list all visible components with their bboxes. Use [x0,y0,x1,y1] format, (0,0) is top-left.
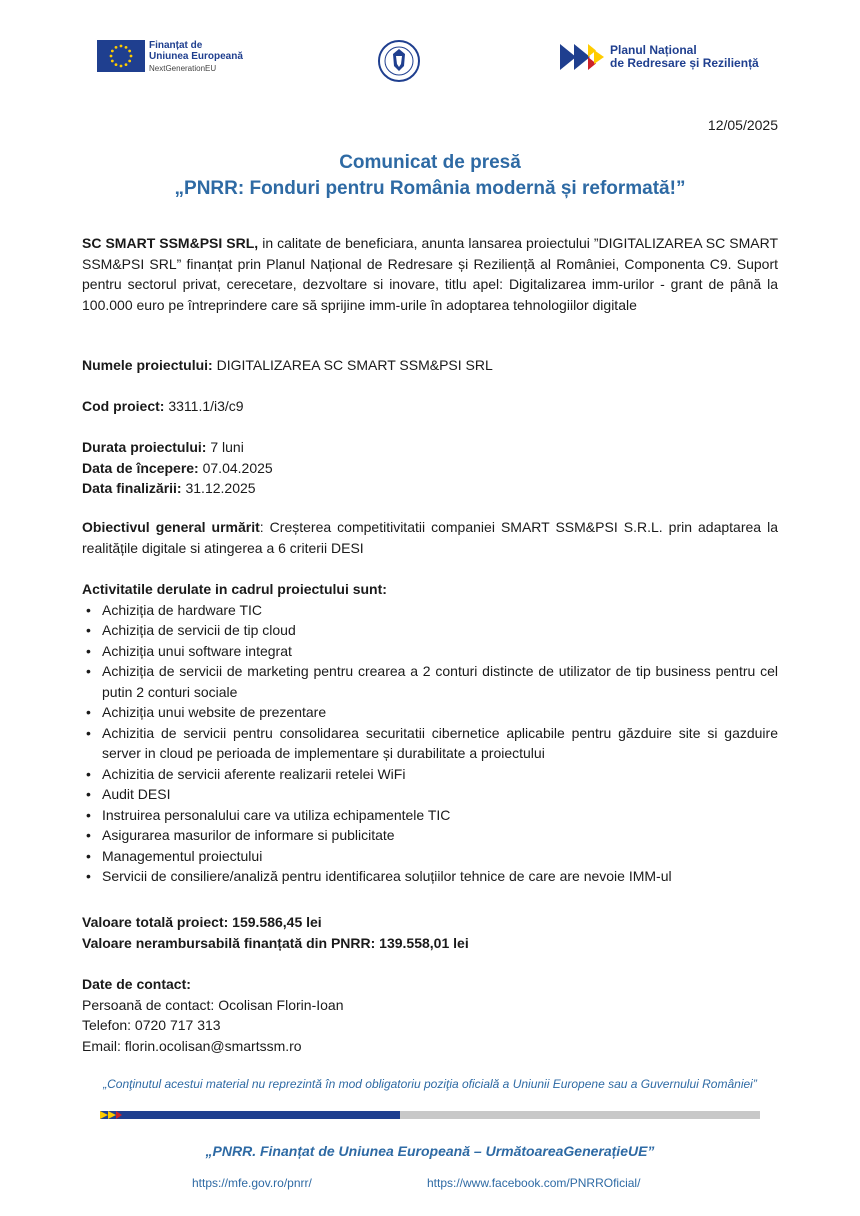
activities-list [82,600,778,887]
eu-star-icon [125,63,128,66]
eu-star-icon [128,50,131,53]
contact-block [82,974,778,1056]
start-date-value: 07.04.2025 [198,459,273,476]
release-date: 12/05/2025 [707,117,778,133]
project-code-line [82,396,778,417]
objective-paragraph [82,517,778,558]
pnrr-logo [560,44,759,70]
facebook-link[interactable]: https://www.facebook.com/PNRROficial/ [427,1176,641,1190]
project-name-value: DIGITALIZAREA SC SMART SSM&PSI SRL [212,357,493,373]
duration-value: 7 luni [206,439,244,455]
company-name: SC SMART SSM&PSI SRL, [82,235,259,251]
eu-logo-line2: Uniunea Europeană [149,51,243,62]
total-value: Valoare totală proiect: 159.586,45 lei [82,914,322,930]
objective-label: Obiectivul general urmărit [82,519,260,535]
pnrr-logo-line1: Planul Național [610,43,697,57]
eu-logo-line3: NextGenerationEU [149,64,217,73]
eu-flag-icon [97,40,145,72]
disclaimer: „Conţinutul acestui material nu reprezintă în mod obligatoriu poziţia oficială a Uniunii Europene sau a Guvernului României” [103,1077,757,1091]
pnrr-website-link[interactable]: https://mfe.gov.ro/pnrr/ [192,1176,312,1190]
list-item: • Managementul proiectului [82,846,778,867]
intro-text: in calitate de beneficiara, anunta lansarea proiectului ”DIGITALIZAREA SC SMART SSM&PSI SRL” finanțat prin Planul Național de Redresare și Reziliență al României, Componenta C9. Suport pentru sectorul privat, cerecetare, dezvoltare si inovare, titlu apel: Digitalizarea imm-urilor - grant de până la 100.000 euro pe întreprindere care să sprijine imm-urile în adoptarea tehnologiilor digitale [82,235,778,313]
eu-star-icon [128,60,131,63]
eu-star-icon [115,46,118,49]
government-seal-icon [378,40,420,82]
project-dates-block [82,437,778,499]
list-item: • Achiziția unui website de prezentare [82,702,778,723]
list-item: • Achiziția de servicii de tip cloud [82,620,778,641]
end-date-label: Data finalizării: [82,480,182,496]
values-block [82,912,778,953]
footer-divider-bar [100,1111,760,1119]
pnrr-logo-line2: de Redresare și Reziliență [610,56,759,70]
activities-section [82,579,778,887]
list-item: • Achizitia de servicii aferente realizarii retelei WiFi [82,764,778,785]
objective-value: : Creșterea competitivitatii companiei SMART SSM&PSI S.R.L. prin adaptarea la realitățile digitale si atingerea a 6 criterii DESI [82,519,778,556]
list-item: • Asigurarea masurilor de informare si publicitate [82,825,778,846]
project-code-label: Cod proiect: [82,398,165,414]
eu-funding-logo [97,40,243,74]
project-code-value: 3311.1/i3/c9 [164,398,244,414]
project-name-label: Numele proiectului: [82,357,213,373]
activities-title: Activitatile derulate in cadrul proiectului sunt: [82,581,387,597]
eu-star-icon [120,45,123,48]
eu-star-icon [130,55,133,58]
list-item: • Achiziția de hardware TIC [82,600,778,621]
list-item: • Achizitia de servicii pentru consolidarea securitatii cibernetice aplicabile pentru găzduire site si gazduire server in cloud pe perioada de implementare și durabilitate a proiectului [82,723,778,764]
duration-label: Durata proiectului: [82,439,207,455]
eu-star-icon [110,55,113,58]
list-item: • Audit DESI [82,784,778,805]
start-date-label: Data de începere: [82,459,199,476]
intro-paragraph [82,233,778,315]
list-item: • Achiziția unui software integrat [82,641,778,662]
eu-logo-line1: Finanțat de [149,40,203,51]
eu-star-icon [111,60,114,63]
contact-person: Persoană de contact: Ocolisan Florin-Ioan [82,996,344,1013]
contact-title: Date de contact: [82,976,191,992]
footer-title: „PNRR. Finanțat de Uniunea Europeană – UrmătoareaGenerațieUE” [205,1143,655,1159]
page-title: Comunicat de presă [339,152,521,173]
eu-star-icon [111,50,114,53]
project-name-line [82,355,778,376]
contact-phone: Telefon: 0720 717 313 [82,1017,221,1033]
list-item: • Achiziția de servicii de marketing pentru crearea a 2 conturi distincte de utilizator de tip business pentru cel putin 2 conturi sociale [82,661,778,702]
list-item: • Instruirea personalului care va utiliza echipamentele TIC [82,805,778,826]
page-subtitle: „PNRR: Fonduri pentru România modernă și reformată!” [174,178,686,199]
eu-star-icon [120,65,123,68]
start-date-line [82,458,778,479]
eu-star-icon [125,46,128,49]
nonrefundable-value: Valoare nerambursabilă finanțată din PNRR: 139.558,01 lei [82,934,469,951]
duration-line [82,437,778,458]
contact-email: Email: florin.ocolisan@smartssm.ro [82,1037,302,1054]
end-date-line [82,478,778,499]
list-item: • Servicii de consiliere/analiză pentru identificarea soluțiilor tehnice de care are nevoie IMM-ul [82,866,778,887]
eu-star-icon [115,63,118,66]
end-date-value: 31.12.2025 [181,480,256,496]
pnrr-arrow-icon [560,44,604,70]
